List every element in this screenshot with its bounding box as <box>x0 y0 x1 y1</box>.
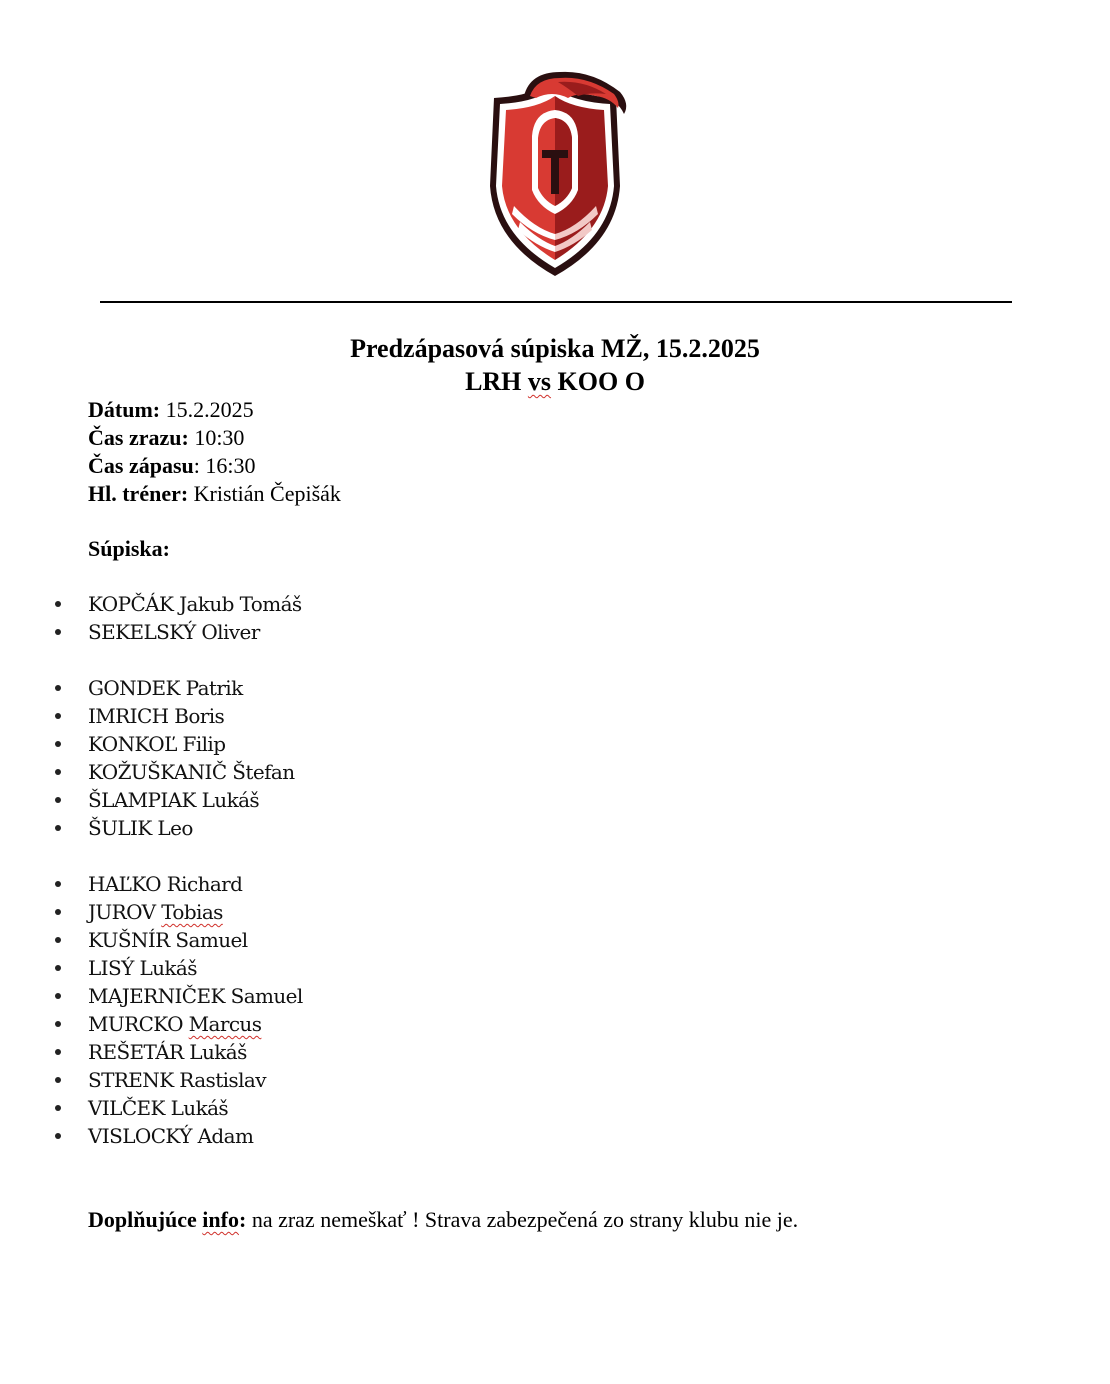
list-item: KOŽUŠKANIČ Štefan <box>0 758 303 786</box>
date-row <box>88 396 341 424</box>
roster-heading: Súpiska: <box>88 536 170 561</box>
club-logo <box>474 66 636 280</box>
match-details <box>88 396 341 508</box>
horizontal-rule <box>100 301 1012 303</box>
bullet-icon <box>55 741 61 747</box>
date-label: Dátum: <box>88 397 161 422</box>
title-versus: vs <box>527 367 552 396</box>
list-item: ŠULIK Leo <box>0 814 303 842</box>
match-time-row <box>88 452 341 480</box>
document-title <box>0 332 1110 398</box>
bullet-icon <box>55 1077 61 1083</box>
bullet-icon <box>55 629 61 635</box>
bullet-icon <box>55 713 61 719</box>
list-item: ŠLAMPIAK Lukáš <box>0 786 303 814</box>
forwards-list <box>0 870 303 1150</box>
list-item: JUROV Tobias <box>0 898 303 926</box>
list-item: STRENK Rastislav <box>0 1066 303 1094</box>
bullet-icon <box>55 797 61 803</box>
list-item: GONDEK Patrik <box>0 674 303 702</box>
bullet-icon <box>55 769 61 775</box>
title-team-away: KOO O <box>551 367 645 396</box>
additional-info <box>88 1206 798 1234</box>
list-item: KOPČÁK Jakub Tomáš <box>0 590 303 618</box>
meet-time-label: Čas zrazu: <box>88 425 189 450</box>
bullet-icon <box>55 685 61 691</box>
bullet-icon <box>55 1105 61 1111</box>
bullet-icon <box>55 1021 61 1027</box>
bullet-icon <box>55 965 61 971</box>
list-item: KONKOĽ Filip <box>0 730 303 758</box>
goalies-list <box>0 590 303 646</box>
bullet-icon <box>55 1133 61 1139</box>
match-time-value: : 16:30 <box>193 453 256 478</box>
list-item: MAJERNIČEK Samuel <box>0 982 303 1010</box>
additional-info-text: na zraz nemeškať ! Strava zabezpečená zo strany klubu nie je. <box>246 1207 799 1232</box>
bullet-icon <box>55 909 61 915</box>
list-item: VISLOCKÝ Adam <box>0 1122 303 1150</box>
title-line-2 <box>0 365 1110 398</box>
meet-time-value: 10:30 <box>188 425 245 450</box>
list-item: MURCKO Marcus <box>0 1010 303 1038</box>
title-line-1: Predzápasová súpiska MŽ, 15.2.2025 <box>350 334 760 363</box>
bullet-icon <box>55 1049 61 1055</box>
coach-label: Hl. tréner: <box>88 481 189 506</box>
meet-time-row <box>88 424 341 452</box>
date-value: 15.2.2025 <box>160 397 254 422</box>
bullet-icon <box>55 601 61 607</box>
roster-list <box>0 590 303 1178</box>
title-team-home: LRH <box>465 367 528 396</box>
bullet-icon <box>55 881 61 887</box>
bullet-icon <box>55 993 61 999</box>
list-item: HAĽKO Richard <box>0 870 303 898</box>
list-item: KUŠNÍR Samuel <box>0 926 303 954</box>
list-item: REŠETÁR Lukáš <box>0 1038 303 1066</box>
additional-info-label: Doplňujúce info: <box>88 1207 247 1232</box>
list-item: IMRICH Boris <box>0 702 303 730</box>
bullet-icon <box>55 825 61 831</box>
match-time-label: Čas zápasu <box>88 453 194 478</box>
coach-value: Kristián Čepišák <box>188 481 341 506</box>
bullet-icon <box>55 937 61 943</box>
list-item: SEKELSKÝ Oliver <box>0 618 303 646</box>
coach-row <box>88 480 341 508</box>
list-item: VILČEK Lukáš <box>0 1094 303 1122</box>
defense-list <box>0 674 303 842</box>
list-item: LISÝ Lukáš <box>0 954 303 982</box>
